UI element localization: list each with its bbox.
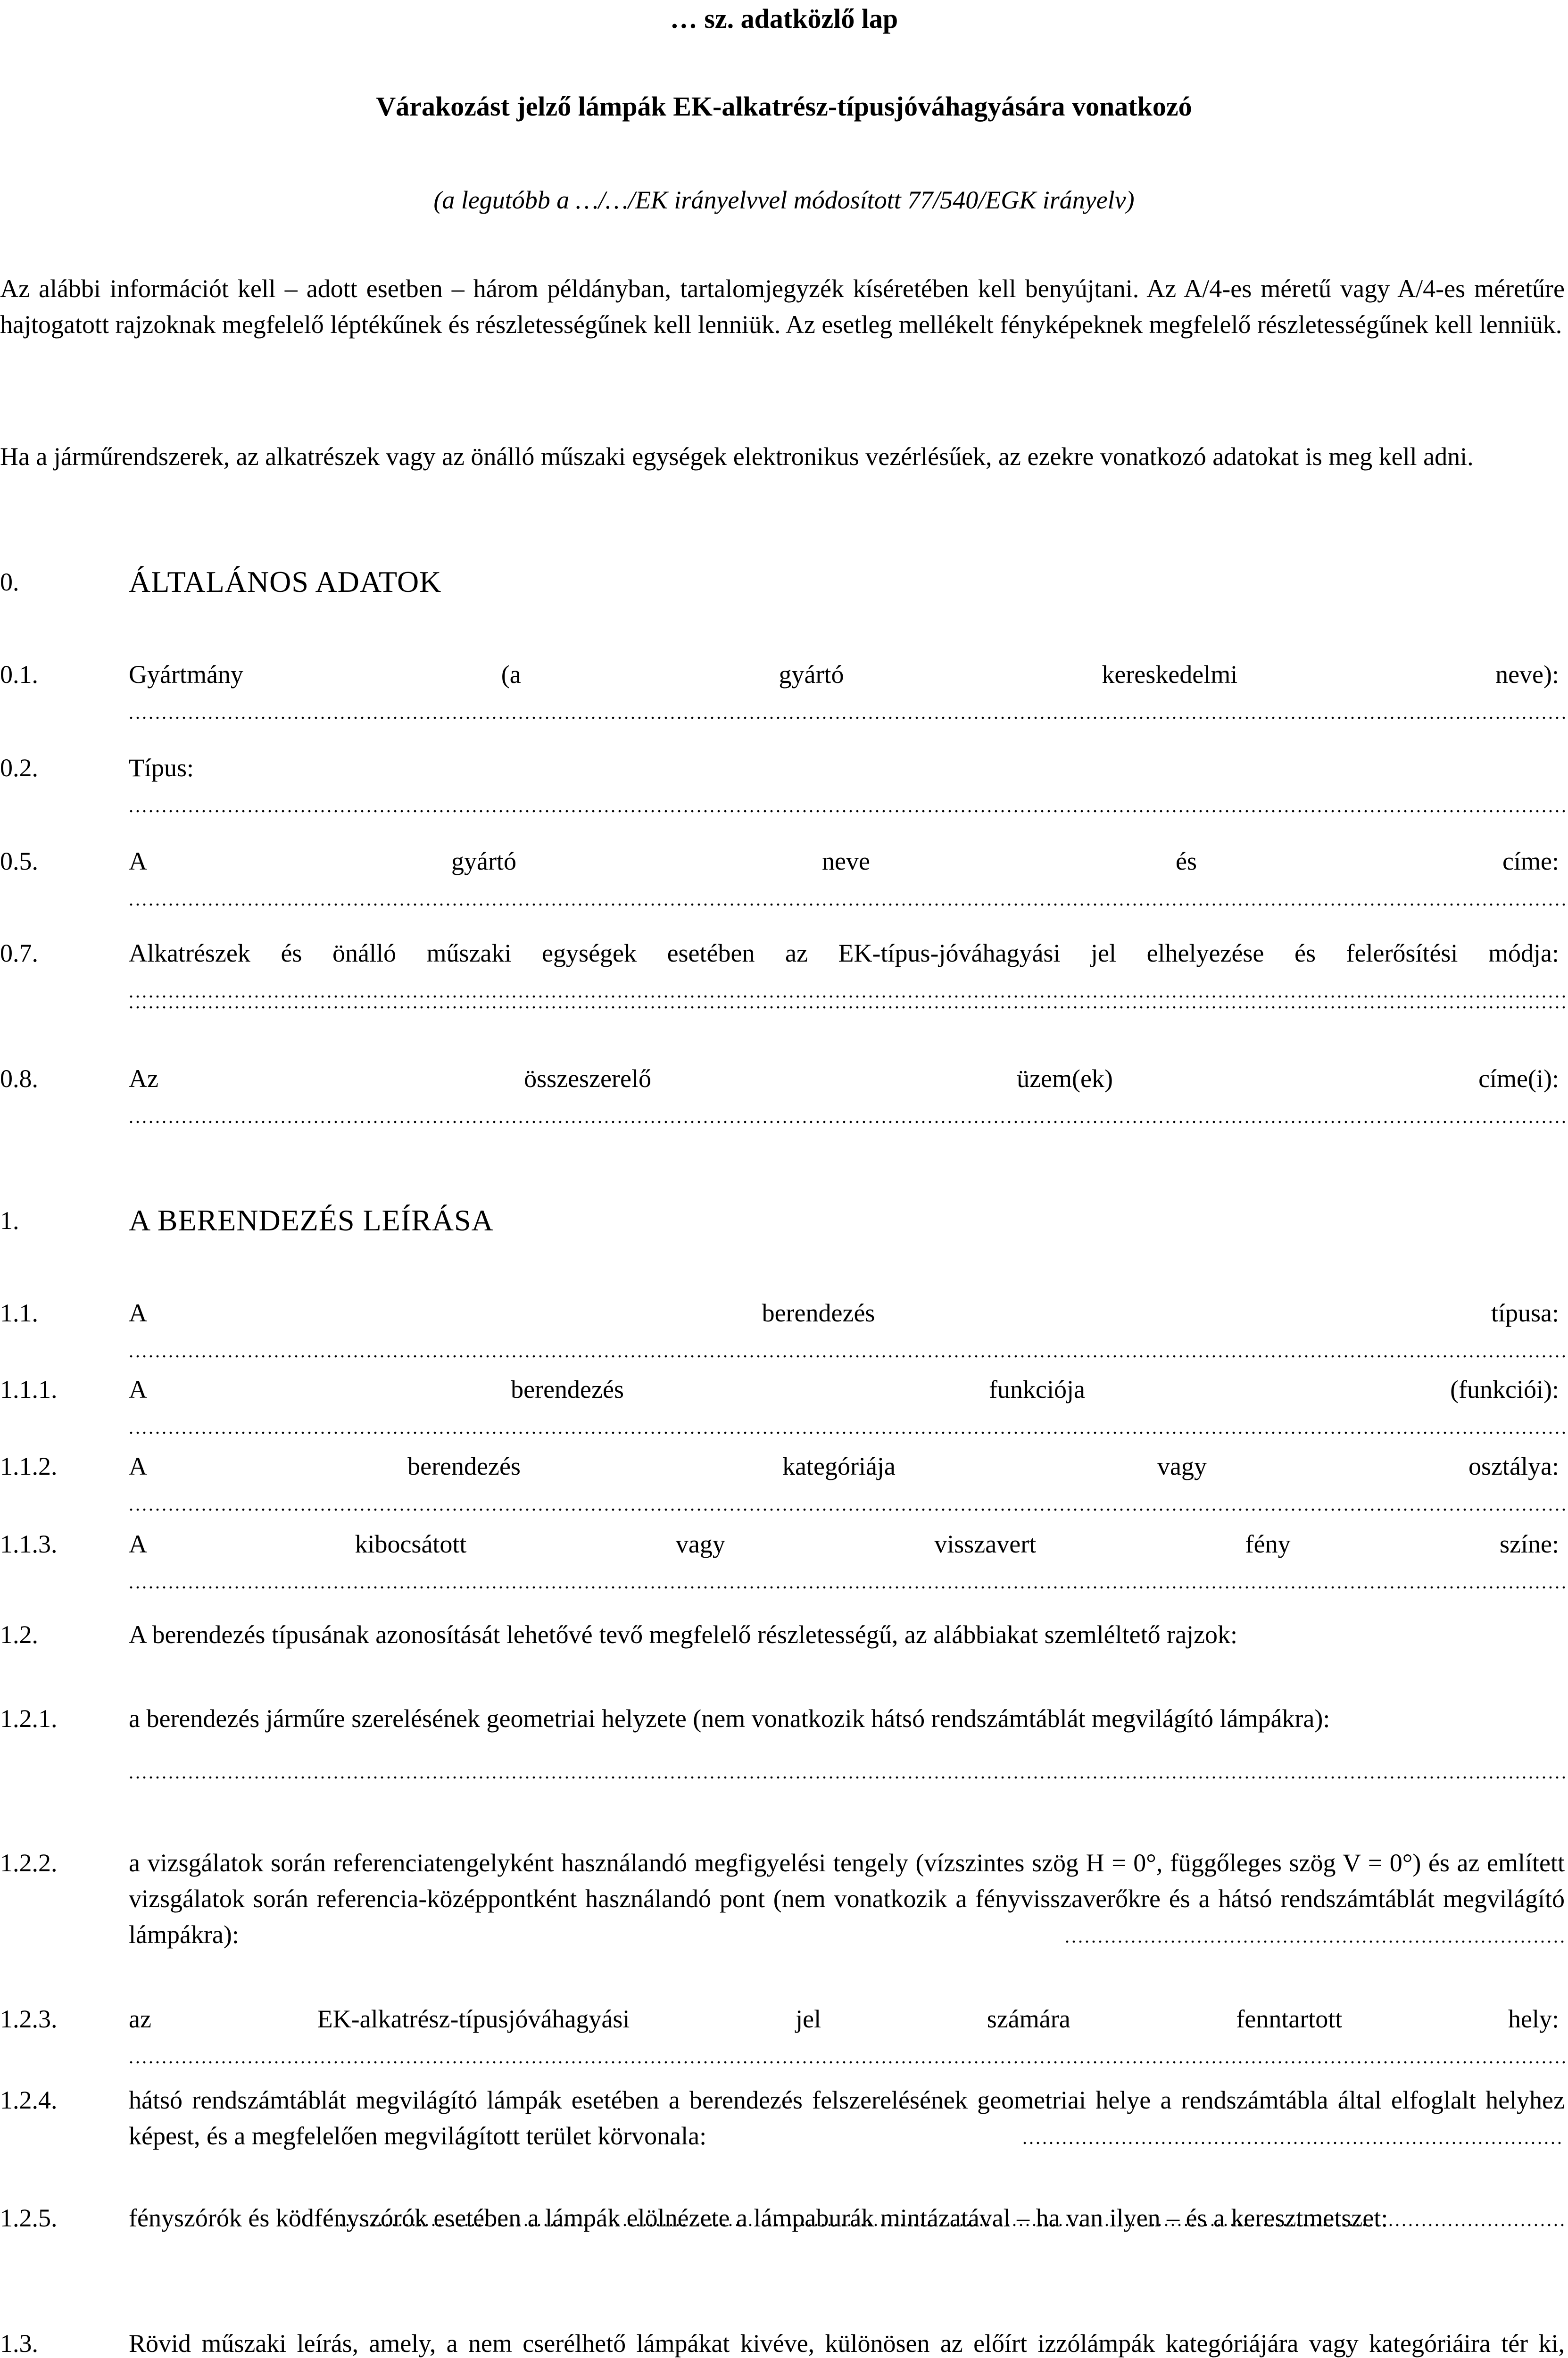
fill-in-field[interactable] xyxy=(129,1417,1568,1438)
fill-in-field[interactable] xyxy=(129,1494,1568,1515)
item-label: A berendezés típusának azonosítását lehetővé tevő megfelelő részletességű, az alábbiakat szemléltető rajzok: xyxy=(129,1620,1238,1649)
form-number-title: … sz. adatközlő lap xyxy=(670,3,898,34)
fill-in-field[interactable] xyxy=(129,702,1568,723)
item-label: A berendezés funkciója (funkciói): xyxy=(129,1375,1559,1403)
item-number: 0.2. xyxy=(0,754,38,782)
fill-in-field[interactable] xyxy=(129,1763,1565,1782)
section-title: ÁLTALÁNOS ADATOK xyxy=(129,565,442,598)
item-number: 1.2.3. xyxy=(0,2005,58,2033)
item-number: 1.2.5. xyxy=(0,2204,58,2232)
item-label: A gyártó neve és címe: xyxy=(129,847,1559,875)
item-number: 1.2. xyxy=(0,1620,38,1649)
item-label: hátsó rendszámtáblát megvilágító lámpák esetében a berendezés felszerelésének geometriai helye a rendszámtábla által elfoglalt helyhez képest, és a megfelelően megvilágított terület körvonala: xyxy=(129,2086,1565,2150)
item-label: A kibocsátott vagy visszavert fény színe: xyxy=(129,1530,1559,1558)
item-label: A berendezés kategóriája vagy osztálya: xyxy=(129,1452,1559,1480)
item-0-1 xyxy=(0,656,1565,728)
item-number: 0.5. xyxy=(0,847,38,875)
section-number: 0. xyxy=(0,568,19,596)
item-label: fényszórók és ködfényszórók esetében a lámpák elölnézete a lámpaburák mintázatával – ha van ilyen – és a keresztmetszet: xyxy=(129,2204,1388,2232)
fill-in-field[interactable] xyxy=(129,2046,1568,2067)
item-label: Az összeszerelő üzem(ek) címe(i): xyxy=(129,1064,1559,1093)
item-number: 1.1.3. xyxy=(0,1530,58,1558)
intro-paragraph-1: Az alábbi információt kell – adott esetben – három példányban, tartalomjegyzék kíséretében kell benyújtani. Az A/4-es méretű vagy A/4-es méretűre hajtogatott rajzoknak megfelelő léptékűnek és részletességűnek kell lenniük. Az esetleg mellékelt fényképeknek megfelelő részletességűnek kell lenniük. xyxy=(0,274,1565,339)
item-1-2-5 xyxy=(0,2200,1565,2236)
item-1-1-2 xyxy=(0,1448,1565,1520)
item-1-1 xyxy=(0,1295,1565,1367)
fill-in-field[interactable] xyxy=(1022,2128,1565,2147)
item-1-1-3 xyxy=(0,1526,1565,1598)
item-label: Alkatrészek és önálló műszaki egységek esetében az EK-típus-jóváhagyási jel elhelyezése és felerősítési módja: xyxy=(129,939,1559,967)
item-0-5 xyxy=(0,843,1565,915)
item-label: A berendezés típusa: xyxy=(129,1299,1559,1327)
fill-in-field[interactable] xyxy=(339,2210,1565,2229)
directive-subtitle: (a legutóbb a …/…/EK irányelvvel módosított 77/540/EGK irányelv) xyxy=(433,186,1135,214)
item-label: Gyártmány (a gyártó kereskedelmi neve): xyxy=(129,660,1559,689)
item-1-3 xyxy=(0,2325,1565,2358)
item-number: 1.1. xyxy=(0,1299,38,1327)
item-label: a berendezés járműre szerelésének geometriai helyzete (nem vonatkozik hátsó rendszámtáblát megvilágító lámpákra): xyxy=(129,1704,1330,1733)
item-0-2 xyxy=(0,750,1565,822)
item-label: a vizsgálatok során referenciatengelyként használandó megfigyelési tengely (vízszintes szög H = 0°, függőleges szög V = 0°) és az említett vizsgálatok során referencia-középpontként használandó pont (nem vonatkozik a fényvisszaverőkre és a hátsó rendszámtáblát megvilágító lámpákra): xyxy=(129,1849,1565,1949)
section-title: A BERENDEZÉS LEÍRÁSA xyxy=(129,1204,494,1237)
item-1-2 xyxy=(0,1617,1565,1652)
item-number: 1.2.4. xyxy=(0,2086,58,2114)
item-number: 0.7. xyxy=(0,939,38,967)
document-heading: Várakozást jelző lámpák EK-alkatrész-típusjóváhagyására vonatkozó xyxy=(376,91,1192,122)
item-number: 1.2.1. xyxy=(0,1704,58,1733)
item-0-8 xyxy=(0,1061,1565,1132)
fill-in-field[interactable] xyxy=(129,888,1568,910)
fill-in-field[interactable] xyxy=(129,795,1568,816)
item-number: 1.1.1. xyxy=(0,1375,58,1403)
fill-in-field[interactable] xyxy=(129,1340,1568,1362)
item-1-2-2 xyxy=(0,1845,1565,1952)
item-number: 1.3. xyxy=(0,2329,38,2358)
intro-paragraph-2: Ha a járműrendszerek, az alkatrészek vagy az önálló műszaki egységek elektronikus vezérlésűek, az ezekre vonatkozó adatokat is meg kell adni. xyxy=(0,442,1474,471)
item-number: 0.1. xyxy=(0,660,38,689)
item-1-2-3 xyxy=(0,2001,1565,2073)
item-label: az EK-alkatrész-típusjóváhagyási jel számára fenntartott hely: xyxy=(129,2005,1559,2033)
item-label: Rövid műszaki leírás, amely, a nem cserélhető lámpákat kivéve, különösen az előírt izzólámpák kategóriájára vagy kategóriáira tér ki, xyxy=(129,2329,1565,2358)
item-label: Típus: xyxy=(129,754,194,782)
item-number: 1.2.2. xyxy=(0,1849,58,1877)
section-number: 1. xyxy=(0,1206,19,1235)
item-number: 0.8. xyxy=(0,1064,38,1093)
fill-in-field-continuation[interactable] xyxy=(129,993,1565,1012)
item-1-1-1 xyxy=(0,1371,1565,1443)
item-number: 1.1.2. xyxy=(0,1452,58,1480)
fill-in-field[interactable] xyxy=(129,1571,1568,1593)
item-1-2-4 xyxy=(0,2082,1565,2154)
item-1-2-1 xyxy=(0,1701,1565,1736)
fill-in-field[interactable] xyxy=(129,1106,1568,1127)
fill-in-field[interactable] xyxy=(1065,1927,1565,1946)
